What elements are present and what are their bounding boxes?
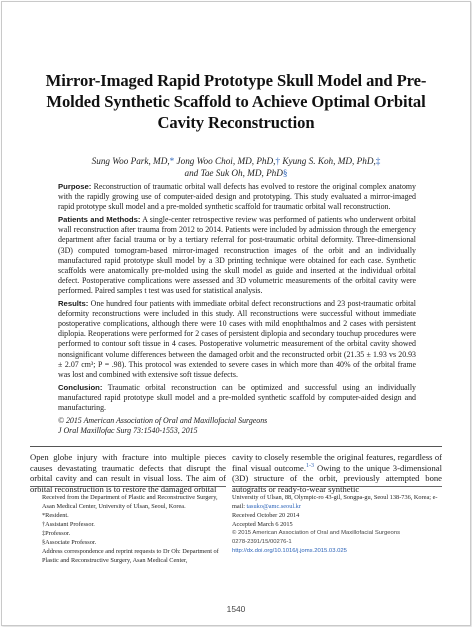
footnote: §Associate Professor.	[42, 539, 97, 546]
author-mark: *	[169, 156, 175, 166]
abstract-citation: J Oral Maxillofac Surg 73:1540-1553, 2015	[58, 426, 198, 436]
article-title: Mirror-Imaged Rapid Prototype Skull Model and Pre-Molded Synthetic Scaffold to Achieve Optimal Orbital Cavity Reconstruction	[45, 71, 427, 132]
footnote: Received from the Department of Plastic and Reconstructive Surgery, Asan Medical Center, University of Ulsan, Seoul, Korea.	[42, 494, 218, 510]
author-name: Sung Woo Park, MD,	[91, 156, 170, 166]
doi-link[interactable]: http://dx.doi.org/10.1016/j.joms.2015.03.025	[232, 548, 347, 554]
abstract-divider	[30, 446, 442, 447]
section-label: Patients and Methods:	[58, 215, 141, 225]
section-label: Purpose:	[58, 182, 92, 191]
footnote-divider-right	[232, 486, 442, 487]
author-line-1	[50, 155, 422, 167]
section-text: Traumatic orbital reconstruction can be optimized and successful using an individually manufactured rapid prototype skull model and a pre-molded synthetic scaffold by computer-aided design and manufacturing.	[58, 382, 416, 412]
author-mark: †	[275, 156, 281, 166]
author-name: Jong Woo Choi, MD, PhD,	[176, 156, 276, 166]
author-mark: ‡	[375, 156, 381, 166]
section-label: Conclusion:	[58, 382, 103, 392]
abstract-results	[58, 299, 416, 380]
footnote: †Assistant Professor.	[42, 521, 95, 528]
address-text: University of Ulsan, 88, Olympic-ro 43-gil, Songpa-gu, Seoul 138-736, Korea; e-mail:	[232, 494, 438, 510]
abstract	[58, 182, 416, 436]
received-date: Received October 20 2014	[232, 512, 300, 519]
author-name: Kyung S. Koh, MD, PhD,	[282, 156, 376, 166]
section-label: Results:	[58, 299, 89, 309]
footnote-copyright: © 2015 American Association of Oral and Maxillofacial Surgeons	[232, 530, 401, 536]
footnote: Address correspondence and reprint requests to Dr Oh: Department of Plastic and Reconstructive Surgery, Asan Medical Center,	[42, 548, 219, 564]
footnotes-right	[232, 493, 442, 556]
footnote: *Resident.	[42, 512, 69, 519]
body-text: Owing to the unique 3-dimensional (3D) structure of the orbit, previously attempted bone autografts or ready-to-wear synthetic	[232, 462, 442, 495]
section-text: One hundred four patients with immediate orbital defect reconstructions and 23 post-traumatic orbital deformity reconstructions were included in this study. All reconstructions were successful without immediate postoperative complications, although there were 10 cases with mild enophthalmos and 2 cases with persistent diplopia. Reoperations were performed for 2 cases of persistent diplopia and secondary touchup procedures were performed to contour soft tissue in 4 cases. Postoperative volumetric measurement of the orbital cavity showed nonsignificant volume differences between the damaged orbit and the reconstructed orbit (21.35 ± 1.93 vs 20.93 ± 2.07 cm³; P = .98). This protocol was extended to severe cases in which more than 40% of the orbital frame was lost and combined with extensive soft tissue defects.	[58, 299, 416, 379]
body-text-left: Open globe injury with fracture into multiple pieces causes devastating traumatic defects that disrupt the orbital cavity and can result in visual loss. The aim of orbital reconstruction is to restore the damaged orbital	[30, 452, 226, 495]
section-text: Reconstruction of traumatic orbital wall defects has evolved to restore the original complex anatomy with the rapidly growing use of computer-aided design and prototyping. This study evaluated a mirror-imaged rapid prototype skull model and a pre-molded synthetic scaffold for traumatic orbital wall reconstruction.	[58, 182, 416, 212]
abstract-copyright: © 2015 American Association of Oral and Maxillofacial Surgeons	[58, 416, 268, 426]
abstract-methods	[58, 215, 416, 296]
footnote: ‡Professor.	[42, 530, 71, 537]
abstract-conclusion	[58, 383, 416, 413]
author-list	[50, 155, 422, 179]
author-line-2	[50, 167, 422, 179]
reference-marker: 1-3	[305, 462, 314, 469]
footnotes-left	[30, 493, 226, 565]
issn: 0278-2391/15/00276-1	[232, 539, 292, 545]
page-number: 1540	[226, 604, 246, 614]
abstract-purpose	[58, 182, 416, 212]
section-text: A single-center retrospective review was performed of patients who underwent orbital wall reconstruction after trauma from 2012 to 2014. Patients were included by admission through the emergency department after facial trauma or by a tertiary referral for post-traumatic orbital deformity. Three-dimensional (3D) computed tomogram-based mirror-imaged reconstruction images of the orbit and an individually manufactured rapid prototype skull model by a 3D printing technique were obtained for each case. Synthetic scaffolds were anatomically pre-molded using the skull model as guide and inserted at the individual orbital defect. Postoperative complications were assessed and 3D volumetric measurements of the orbital cavity were performed. Paired samples t test was used for statistical analysis.	[58, 215, 416, 295]
footnote-address	[232, 493, 442, 511]
author-mark: §	[282, 168, 288, 178]
accepted-date: Accepted March 6 2015	[232, 521, 293, 528]
body-text: cavity to closely resemble the original features, regardless of final visual outcome.	[232, 452, 442, 473]
footnote-divider-left	[30, 486, 226, 487]
email-link[interactable]: tasuko@amc.seoul.kr	[246, 503, 301, 510]
body-text-right	[232, 452, 442, 495]
author-name: and Tae Suk Oh, MD, PhD	[184, 168, 283, 178]
